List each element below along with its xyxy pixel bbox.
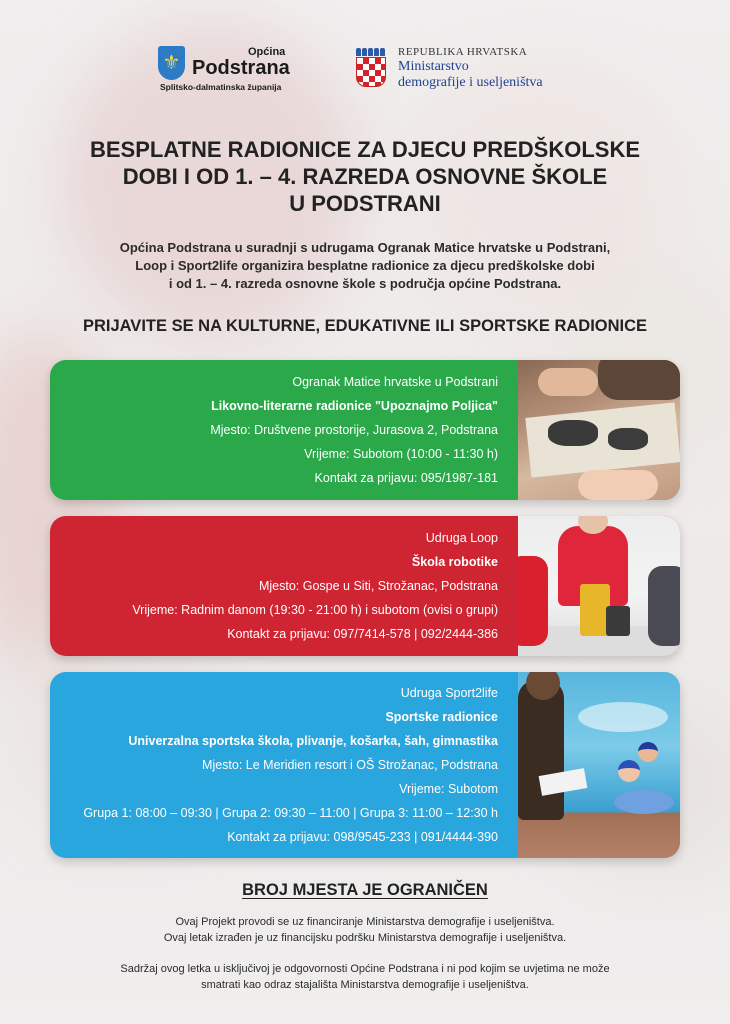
fleur-de-lis-shield-icon: ⚜: [158, 46, 185, 80]
municipality-county: Splitsko-dalmatinska županija: [160, 82, 282, 92]
municipality-name: Podstrana: [192, 57, 290, 79]
ministry-logo: [356, 44, 586, 94]
title-line: BESPLATNE RADIONICE ZA DJECU PREDŠKOLSKE: [89, 137, 641, 162]
municipality-prefix: Općina: [248, 46, 286, 58]
municipality-logo: [158, 44, 298, 94]
workshop-location: Mjesto: Društvene prostorije, Jurasova 2, Podstrana: [210, 423, 498, 437]
ministry-country: REPUBLIKA HRVATSKA: [398, 46, 528, 58]
workshop-contact: Kontakt za prijavu: 097/7414-578 | 092/2444-386: [227, 627, 498, 641]
workshop-location: Mjesto: Gospe u Siti, Strožanac, Podstrana: [258, 579, 498, 593]
workshop-program: Škola robotike: [411, 555, 498, 569]
intro-line: Općina Podstrana u suradnji s udrugama Ogranak Matice hrvatske u Podstrani,: [119, 240, 611, 255]
workshop-card-sport2life: [50, 672, 680, 858]
workshop-subprogram: Univerzalna sportska škola, plivanje, košarka, šah, gimnastika: [128, 734, 498, 748]
workshop-location: Mjesto: Le Meridien resort i OŠ Strožanac, Podstrana: [202, 758, 498, 772]
disclaimer-line: Sadržaj ovog letka u isključivoj je odgovornosti Općine Podstrana i ni pod kojim se uvjetima ne može: [120, 963, 610, 975]
title-line: DOBI I OD 1. – 4. RAZREDA OSNOVNE ŠKOLE: [122, 164, 608, 189]
page-title: [40, 136, 690, 217]
workshop-card-matica: [50, 360, 680, 500]
disclaimer-line: smatrati kao odraz stajališta Ministarstva demografije i useljeništva.: [201, 979, 529, 991]
workshop-time: Vrijeme: Radnim danom (19:30 - 21:00 h) i subotom (ovisi o grupi): [132, 603, 498, 617]
workshop-info: [50, 672, 518, 858]
workshop-time: Vrijeme: Subotom (10:00 - 11:30 h): [304, 447, 498, 461]
ministry-name-line2: demografije i useljeništva: [398, 75, 543, 90]
title-line: U PODSTRANI: [289, 191, 441, 216]
intro-line: i od 1. – 4. razreda osnovne škole s područja općine Podstrana.: [168, 276, 562, 291]
workshop-organizer: Udruga Sport2life: [400, 686, 498, 700]
section-heading: PRIJAVITE SE NA KULTURNE, EDUKATIVNE ILI SPORTSKE RADIONICE: [82, 317, 648, 335]
workshop-contact: Kontakt za prijavu: 098/9545-233 | 091/4444-390: [227, 830, 498, 844]
limited-places-notice: [0, 881, 730, 900]
workshop-groups: Grupa 1: 08:00 – 09:30 | Grupa 2: 09:30 – 11:00 | Grupa 3: 11:00 – 12:30 h: [83, 806, 498, 820]
funding-line: Ovaj Projekt provodi se uz financiranje Ministarstva demografije i useljeništva.: [175, 916, 555, 928]
workshop-contact: Kontakt za prijavu: 095/1987-181: [314, 471, 498, 485]
painting-workshop-photo: [518, 360, 680, 500]
workshop-program: Likovno-literarne radionice "Upoznajmo Poljica": [211, 399, 498, 413]
intro-paragraph: [40, 239, 690, 293]
funding-line: Ovaj letak izrađen je uz financijsku podršku Ministarstva demografije i useljeništva.: [163, 932, 567, 944]
ministry-name-line1: Ministarstvo: [398, 59, 469, 74]
workshop-organizer: Ogranak Matice hrvatske u Podstrani: [292, 375, 498, 389]
intro-line: Loop i Sport2life organizira besplatne radionice za djecu predškolske dobi: [135, 258, 595, 273]
robotics-workshop-photo: [518, 516, 680, 656]
workshop-card-loop: [50, 516, 680, 656]
workshop-info: [50, 360, 518, 500]
funding-statement: [40, 914, 690, 946]
disclaimer: [40, 961, 690, 993]
swimming-workshop-photo: [518, 672, 680, 858]
workshop-organizer: Udruga Loop: [425, 531, 498, 545]
notice-text: BROJ MJESTA JE OGRANIČEN: [242, 881, 488, 899]
croatian-coat-of-arms-icon: [356, 48, 386, 88]
workshop-info: [50, 516, 518, 656]
workshop-time: Vrijeme: Subotom: [399, 782, 498, 796]
workshop-program: Sportske radionice: [385, 710, 498, 724]
